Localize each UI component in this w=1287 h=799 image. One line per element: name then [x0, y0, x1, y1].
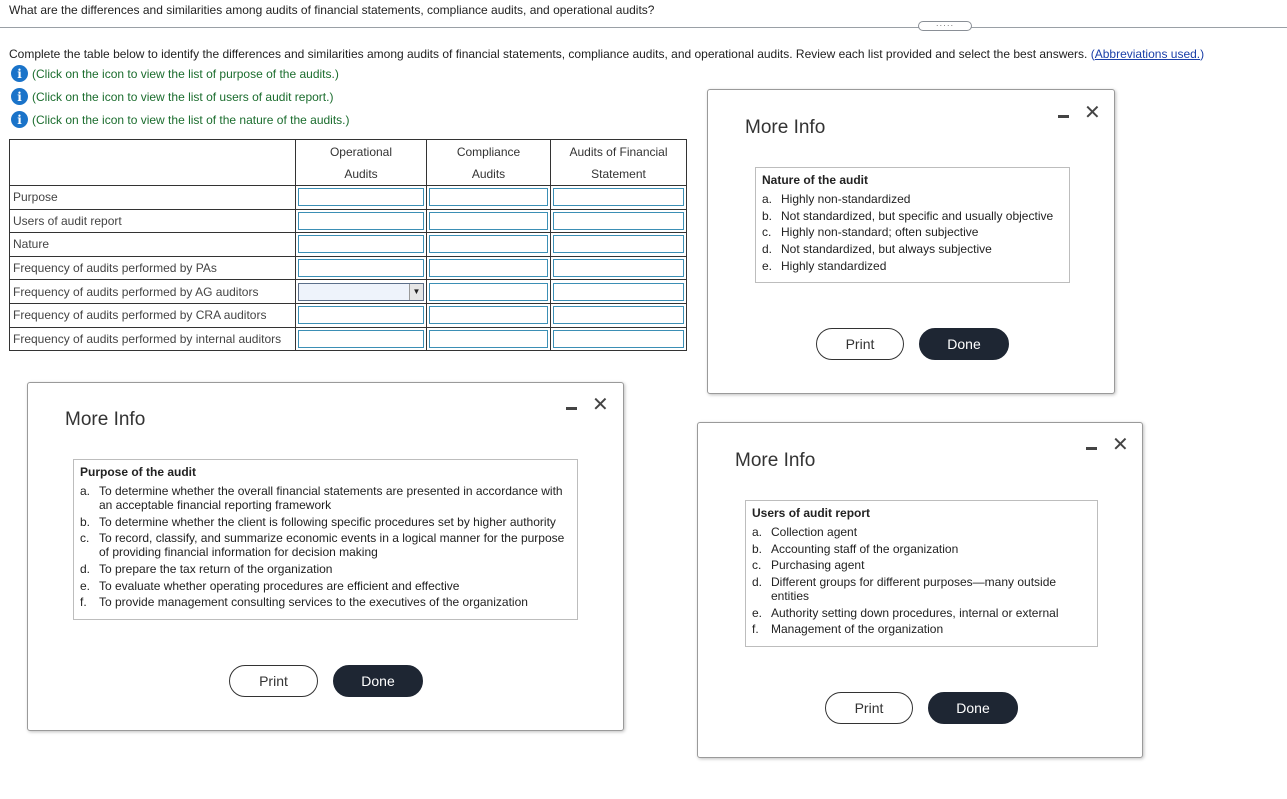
dropdown-arrow-icon[interactable]: ▼ [409, 284, 423, 300]
close-icon[interactable]: ✕ [592, 394, 609, 416]
table-header-row [10, 140, 687, 186]
list-item: d. To prepare the tax return of the organization [80, 562, 333, 577]
nature-list [755, 167, 1070, 283]
row-label: Frequency of audits performed by AG auditors [10, 280, 296, 304]
table-row [10, 280, 687, 304]
answer-dropdown[interactable] [553, 188, 684, 206]
print-button[interactable]: Print [229, 665, 318, 697]
info-users-row[interactable] [11, 88, 333, 105]
answer-dropdown[interactable] [553, 330, 684, 348]
answer-dropdown[interactable] [553, 212, 684, 230]
answer-dropdown[interactable] [553, 306, 684, 324]
list-heading: Purpose of the audit [80, 465, 197, 479]
instructions: Complete the table below to identify the differences and similarities among audits of financial statements, compliance audits, and operational audits. Review each list provided and select the best answers. (Abbreviations used.) [9, 47, 1205, 61]
info-icon[interactable]: i [11, 88, 28, 105]
list-item: d. Not standardized, but always subjective [762, 242, 992, 257]
purpose-list [73, 459, 578, 620]
list-item: f. Management of the organization [752, 622, 944, 637]
answer-dropdown[interactable] [298, 330, 424, 348]
answer-dropdown[interactable] [298, 235, 424, 253]
column-header-compliance: Compliance Audits [427, 140, 551, 186]
list-item: d. Different groups for different purposes—many outside entities [752, 575, 1057, 604]
more-info-modal-nature [707, 89, 1115, 394]
done-button[interactable]: Done [928, 692, 1018, 724]
column-header-operational: Operational Audits [296, 140, 427, 186]
table-row [10, 327, 687, 351]
row-label: Frequency of audits performed by CRA auditors [10, 303, 296, 327]
list-heading: Nature of the audit [762, 173, 869, 187]
list-item: c. Purchasing agent [752, 558, 865, 573]
info-nature-row[interactable] [11, 111, 350, 128]
table-row [10, 186, 687, 210]
audit-comparison-table [9, 139, 687, 351]
answer-dropdown[interactable] [429, 235, 548, 253]
list-item: b. Not standardized, but specific and usually objective [762, 208, 1054, 223]
expand-toggle[interactable]: ····· [918, 21, 972, 31]
answer-dropdown[interactable] [429, 330, 548, 348]
list-item: e. Authority setting down procedures, internal or external [752, 605, 1059, 620]
answer-dropdown[interactable] [429, 283, 548, 301]
list-item: b. To determine whether the client is following specific procedures set by higher authority [80, 514, 556, 529]
info-icon[interactable]: i [11, 111, 28, 128]
more-info-modal-purpose [27, 382, 624, 731]
answer-dropdown[interactable] [553, 283, 684, 301]
table-row [10, 209, 687, 233]
list-item: b. Accounting staff of the organization [752, 541, 959, 556]
answer-dropdown-active[interactable] [298, 283, 424, 301]
answer-dropdown[interactable] [429, 188, 548, 206]
modal-title: More Info [65, 409, 146, 430]
table-row [10, 233, 687, 257]
info-purpose-text[interactable]: (Click on the icon to view the list of purpose of the audits.) [32, 66, 339, 81]
list-item: a. Collection agent [752, 525, 858, 539]
users-list [745, 500, 1098, 647]
minimize-icon[interactable] [566, 407, 577, 410]
abbreviations-link[interactable]: Abbreviations used. [1094, 47, 1201, 61]
answer-dropdown[interactable] [298, 212, 424, 230]
list-heading: Users of audit report [752, 506, 871, 520]
info-purpose-row[interactable] [11, 65, 339, 82]
done-button[interactable]: Done [919, 328, 1009, 360]
corner-header [10, 140, 296, 186]
list-item: f. To provide management consulting services to the executives of the organization [80, 595, 528, 610]
table-row [10, 303, 687, 327]
list-item: a. Highly non-standardized [762, 192, 911, 206]
info-icon[interactable]: i [11, 65, 28, 82]
more-info-modal-users [697, 422, 1143, 758]
close-icon[interactable]: ✕ [1112, 434, 1129, 456]
table-row [10, 256, 687, 280]
minimize-icon[interactable] [1086, 447, 1097, 450]
answer-dropdown[interactable] [429, 259, 548, 277]
instructions-text: Complete the table below to identify the differences and similarities among audits of financial statements, compliance audits, and operational audits. Review each list provided and select the best answers. [9, 47, 1088, 61]
print-button[interactable]: Print [825, 692, 913, 724]
list-item: a. To determine whether the overall financial statements are presented in accordance with an acceptable financial reporting framework [80, 484, 563, 512]
row-label: Purpose [10, 186, 296, 210]
header-divider [0, 27, 1287, 28]
answer-dropdown[interactable] [429, 212, 548, 230]
row-label: Frequency of audits performed by internal auditors [10, 327, 296, 351]
row-label: Users of audit report [10, 209, 296, 233]
close-icon[interactable]: ✕ [1084, 102, 1101, 124]
list-item: e. Highly standardized [762, 258, 887, 273]
minimize-icon[interactable] [1058, 115, 1069, 118]
modal-title: More Info [745, 117, 826, 138]
answer-dropdown[interactable] [553, 259, 684, 277]
answer-dropdown[interactable] [298, 259, 424, 277]
row-label: Frequency of audits performed by PAs [10, 256, 296, 280]
row-label: Nature [10, 233, 296, 257]
answer-dropdown[interactable] [429, 306, 548, 324]
answer-dropdown[interactable] [298, 306, 424, 324]
list-item: c. To record, classify, and summarize economic events in a logical manner for the purpose of providing financial information for decision making [80, 531, 565, 560]
modal-title: More Info [735, 450, 816, 471]
answer-dropdown[interactable] [298, 188, 424, 206]
list-item: c. Highly non-standard; often subjective [762, 225, 979, 240]
info-users-text[interactable]: (Click on the icon to view the list of users of audit report.) [32, 89, 334, 104]
list-item: e. To evaluate whether operating procedures are efficient and effective [80, 578, 460, 593]
print-button[interactable]: Print [816, 328, 904, 360]
answer-dropdown[interactable] [553, 235, 684, 253]
done-button[interactable]: Done [333, 665, 423, 697]
column-header-financial: Audits of Financial Statement [551, 140, 687, 186]
question-text: What are the differences and similarities among audits of financial statements, compliance audits, and operational audits? [9, 3, 655, 17]
info-nature-text[interactable]: (Click on the icon to view the list of the nature of the audits.) [32, 112, 350, 127]
